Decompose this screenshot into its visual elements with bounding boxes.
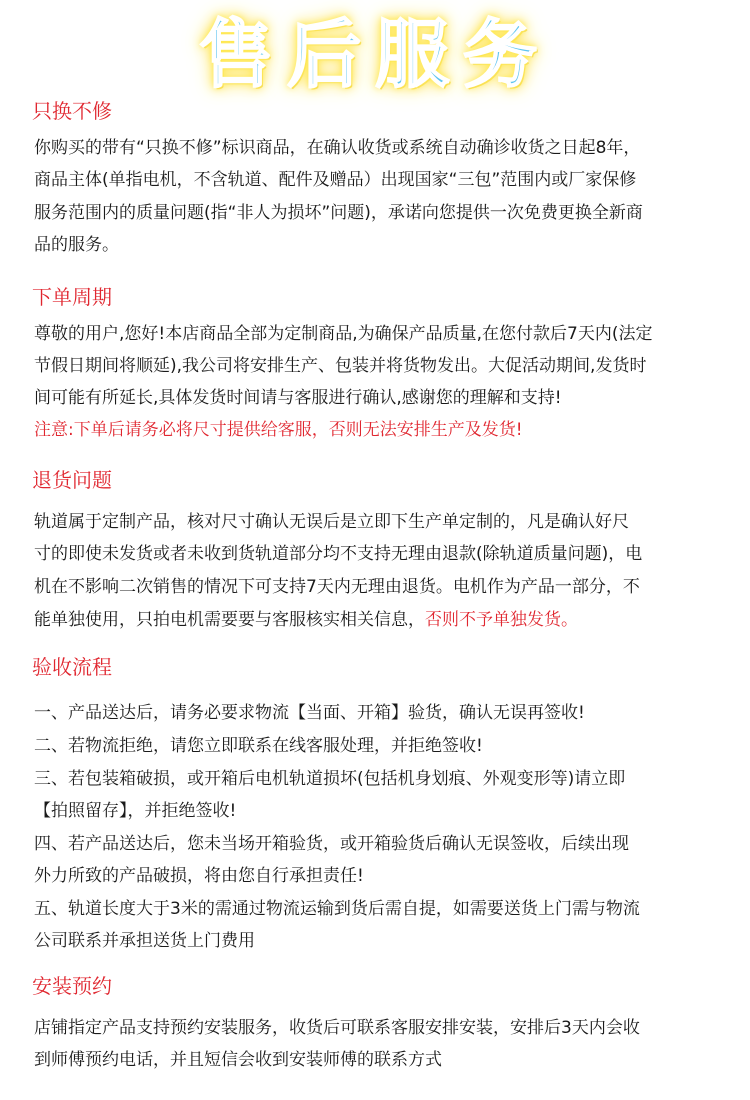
paragraph-line: 三、若包装箱破损，或开箱后电机轨道损坏(包括机身划痕、外观变形等)请立即 xyxy=(34,769,626,789)
returns-warning: 否则不予单独发货。 xyxy=(425,610,578,630)
order-notice: 注意:下单后请务必将尺寸提供给客服，否则无法安排生产及发货! xyxy=(34,420,523,440)
paragraph-line: 你购买的带有“只换不修”标识商品，在确认收货或系统自动确诊收货之日起8年， xyxy=(34,138,641,158)
paragraph-line: 二、若物流拒绝，请您立即联系在线客服处理，并拒绝签收! xyxy=(34,736,483,756)
section-heading-returns: 退货问题 xyxy=(32,468,112,492)
paragraph-line: 机在不影响二次销售的情况下可支持7天内无理由退货。电机作为产品一部分，不 xyxy=(34,577,640,597)
paragraph-line: 到师傅预约电话，并且短信会收到安装师傅的联系方式 xyxy=(34,1050,442,1070)
paragraph-line: 店铺指定产品支持预约安装服务，收货后可联系客服安排安装，安排后3天内会收 xyxy=(34,1018,640,1038)
paragraph-line: 一、产品送达后，请务必要求物流【当面、开箱】验货，确认无误再签收! xyxy=(34,703,585,723)
paragraph-line xyxy=(34,604,578,636)
paragraph-line: 四、若产品送达后，您未当场开箱验货，或开箱验货后确认无误签收，后续出现 xyxy=(34,834,629,854)
paragraph-line: 间可能有所延长,具体发货时间请与客服进行确认,感谢您的理解和支持! xyxy=(34,388,562,408)
paragraph-line: 商品主体(单指电机，不含轨道、配件及赠品）出现国家“三包”范围内或厂家保修 xyxy=(34,170,637,190)
paragraph-line: 品的服务。 xyxy=(34,235,119,255)
paragraph-line: 服务范围内的质量问题(指“非人为损坏”问题)，承诺向您提供一次免费更换全新商 xyxy=(34,203,643,223)
paragraph-line: 节假日期间将顺延),我公司将安排生产、包装并将货物发出。大促活动期间,发货时 xyxy=(34,356,647,376)
paragraph-line: 寸的即使未发货或者未收到货轨道部分均不支持无理由退款(除轨道质量问题)，电 xyxy=(34,544,643,564)
paragraph-line: 外力所致的产品破损，将由您自行承担责任! xyxy=(34,866,364,886)
paragraph-line: 公司联系并承担送货上门费用 xyxy=(34,931,255,951)
paragraph-line: 尊敬的用户,您好!本店商品全部为定制商品,为确保产品质量,在您付款后7天内(法定 xyxy=(34,324,653,344)
banner-title: 售后服务 xyxy=(199,12,551,98)
section-heading-installation: 安装预约 xyxy=(32,974,112,998)
section-heading-inspection: 验收流程 xyxy=(32,655,112,679)
section-heading-replace-not-repair: 只换不修 xyxy=(32,99,112,123)
section-heading-order-cycle: 下单周期 xyxy=(32,285,112,309)
paragraph-line: 【拍照留存】，并拒绝签收! xyxy=(34,801,237,821)
paragraph-line: 五、轨道长度大于3米的需通过物流运输到货后需自提，如需要送货上门需与物流 xyxy=(34,899,640,919)
returns-last-line-text: 能单独使用，只拍电机需要要与客服核实相关信息， xyxy=(34,610,425,630)
paragraph-line: 轨道属于定制产品，核对尺寸确认无误后是立即下生产单定制的，凡是确认好尺 xyxy=(34,512,629,532)
